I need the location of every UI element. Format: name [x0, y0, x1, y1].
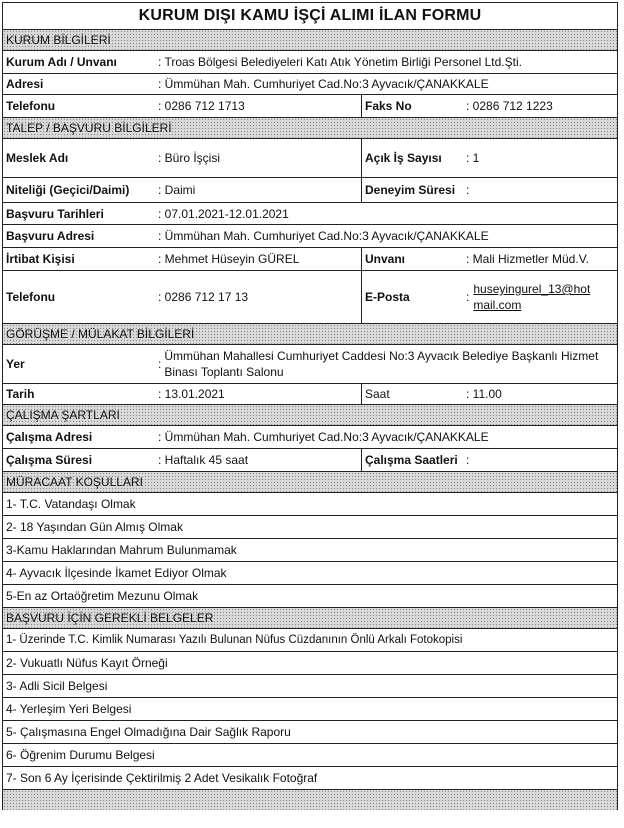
- belge-item: 7- Son 6 Ay İçerisinde Çektirilmiş 2 Adet Vesikalık Fotoğraf: [3, 767, 617, 790]
- muracaat-item: 1- T.C. Vatandaşı Olmak: [3, 493, 617, 516]
- value-adres: : Ümmühan Mah. Cumhuriyet Cad.No:3 Ayvacık/ÇANAKKALE: [158, 77, 489, 91]
- value-yer-line-2: Binası Toplantı Salonu: [164, 365, 284, 379]
- label-telefon: Telefonu: [6, 99, 56, 113]
- value-saat: : 11.00: [466, 387, 502, 401]
- label-eposta: E-Posta: [361, 271, 465, 323]
- label-basvuru-tarih: Başvuru Tarihleri: [6, 206, 104, 221]
- label-adres: Adresi: [6, 77, 44, 91]
- row-basvuru-adres: [3, 225, 617, 248]
- belge-item: 5- Çalışmasına Engel Olmadığına Dair Sağlık Raporu: [3, 721, 617, 744]
- section-next-cutoff: [3, 790, 617, 810]
- email-link-line-1[interactable]: huseyingurel_13@hot: [473, 282, 591, 296]
- section-belgeler: BAŞVURU İÇİN GEREKLİ BELGELER: [3, 608, 617, 629]
- label-kurum-adi: Kurum Adı / Unvanı: [6, 55, 117, 69]
- belge-item: 6- Öğrenim Durumu Belgesi: [3, 744, 617, 767]
- row-yer: [3, 345, 617, 384]
- value-acik-is: : 1: [466, 151, 480, 165]
- belge-item: 3- Adli Sicil Belgesi: [3, 675, 617, 698]
- row-telefon: [3, 95, 617, 118]
- row-gorusme-tarih: [3, 384, 617, 405]
- row-kurum-adi: [3, 51, 617, 74]
- job-posting-form: [2, 2, 618, 810]
- row-talep-telefon: [3, 271, 617, 324]
- belge-item: 1- Üzerinde T.C. Kimlik Numarası Yazılı Bulunan Nüfus Cüzdanının Önlü Arkalı Fotokopisi: [3, 629, 617, 652]
- label-unvan: Unvanı: [361, 248, 465, 270]
- value-gorusme-tarih: : 13.01.2021: [158, 387, 225, 401]
- row-calisma-adres: [3, 426, 617, 449]
- row-adres: [3, 74, 617, 95]
- muracaat-item: 3-Kamu Haklarından Mahrum Bulunmamak: [3, 539, 617, 562]
- label-yer: Yer: [6, 357, 25, 371]
- label-saat: Saat: [361, 384, 465, 404]
- email-link-line-2[interactable]: mail.com: [473, 298, 522, 312]
- value-irtibat: : Mehmet Hüseyin GÜREL: [158, 252, 300, 266]
- muracaat-item: 4- Ayvacık İlçesinde İkamet Ediyor Olmak: [3, 562, 617, 585]
- value-yer-line-1: Ümmühan Mahallesi Cumhuriyet Caddesi No:3 Ayvacık Belediye Başkanlı Hizmet: [164, 349, 599, 363]
- muracaat-item: 2- 18 Yaşından Gün Almış Olmak: [3, 516, 617, 539]
- label-nitelik: Niteliği (Geçici/Daimi): [6, 183, 130, 197]
- value-eposta-wrap: : huseyingurel_13@hot mail.com: [466, 282, 591, 312]
- label-calisma-saatleri: Çalışma Saatleri: [361, 449, 465, 471]
- section-gorusme: GÖRÜŞME / MÜLAKAT BİLGİLERİ: [3, 324, 617, 345]
- label-calisma-suresi: Çalışma Süresi: [6, 453, 93, 467]
- value-talep-telefon: : 0286 712 17 13: [158, 290, 249, 304]
- value-basvuru-adres: : Ümmühan Mah. Cumhuriyet Cad.No:3 Ayvacık/ÇANAKKALE: [158, 229, 489, 243]
- belge-item: 4- Yerleşim Yeri Belgesi: [3, 698, 617, 721]
- row-nitelik: [3, 178, 617, 203]
- value-meslek: : Büro İşçisi: [158, 151, 221, 165]
- label-faks: Faks No: [361, 95, 465, 117]
- label-meslek: Meslek Adı: [6, 151, 69, 165]
- value-kurum-adi: : Troas Bölgesi Belediyeleri Katı Atık Yönetim Birliği Personel Ltd.Şti.: [158, 55, 522, 69]
- row-irtibat: [3, 248, 617, 271]
- label-irtibat: İrtibat Kişisi: [6, 252, 75, 266]
- value-calisma-adres: : Ümmühan Mah. Cumhuriyet Cad.No:3 Ayvacık/ÇANAKKALE: [158, 430, 489, 444]
- section-talep: TALEP / BAŞVURU BİLGİLERİ: [3, 118, 617, 139]
- value-telefon: : 0286 712 1713: [158, 99, 245, 113]
- label-basvuru-adres: Başvuru Adresi: [6, 229, 95, 243]
- section-muracaat: MÜRACAAT KOŞULLARI: [3, 472, 617, 493]
- value-basvuru-tarih: : 07.01.2021-12.01.2021: [158, 206, 289, 221]
- row-meslek: [3, 139, 617, 178]
- belge-item: 2- Vukuatlı Nüfus Kayıt Örneği: [3, 652, 617, 675]
- section-calisma: ÇALIŞMA ŞARTLARI: [3, 405, 617, 426]
- value-nitelik: : Daimi: [158, 183, 196, 197]
- row-calisma-suresi: [3, 449, 617, 472]
- label-talep-telefon: Telefonu: [6, 290, 56, 304]
- form-title: KURUM DIŞI KAMU İŞÇİ ALIMI İLAN FORMU: [3, 2, 617, 30]
- value-yer-wrap: : Ümmühan Mahallesi Cumhuriyet Caddesi No:3 Ayvacık Belediye Başkanlı Hizmet Binası Toplantı Salonu: [158, 349, 599, 379]
- value-deneyim: :: [466, 183, 470, 197]
- muracaat-item: 5-En az Ortaöğretim Mezunu Olmak: [3, 585, 617, 608]
- label-calisma-adres: Çalışma Adresi: [6, 430, 93, 444]
- value-calisma-suresi: : Haftalık 45 saat: [158, 453, 249, 467]
- label-deneyim: Deneyim Süresi: [361, 178, 465, 202]
- value-faks: : 0286 712 1223: [466, 99, 553, 113]
- value-calisma-saatleri: :: [466, 453, 470, 467]
- label-acik-is: Açık İş Sayısı: [361, 139, 465, 177]
- label-gorusme-tarih: Tarih: [6, 387, 35, 401]
- section-kurum: KURUM BİLGİLERİ: [3, 30, 617, 51]
- value-unvan: : Mali Hizmetler Müd.V.: [466, 252, 589, 266]
- row-basvuru-tarih: [3, 203, 617, 225]
